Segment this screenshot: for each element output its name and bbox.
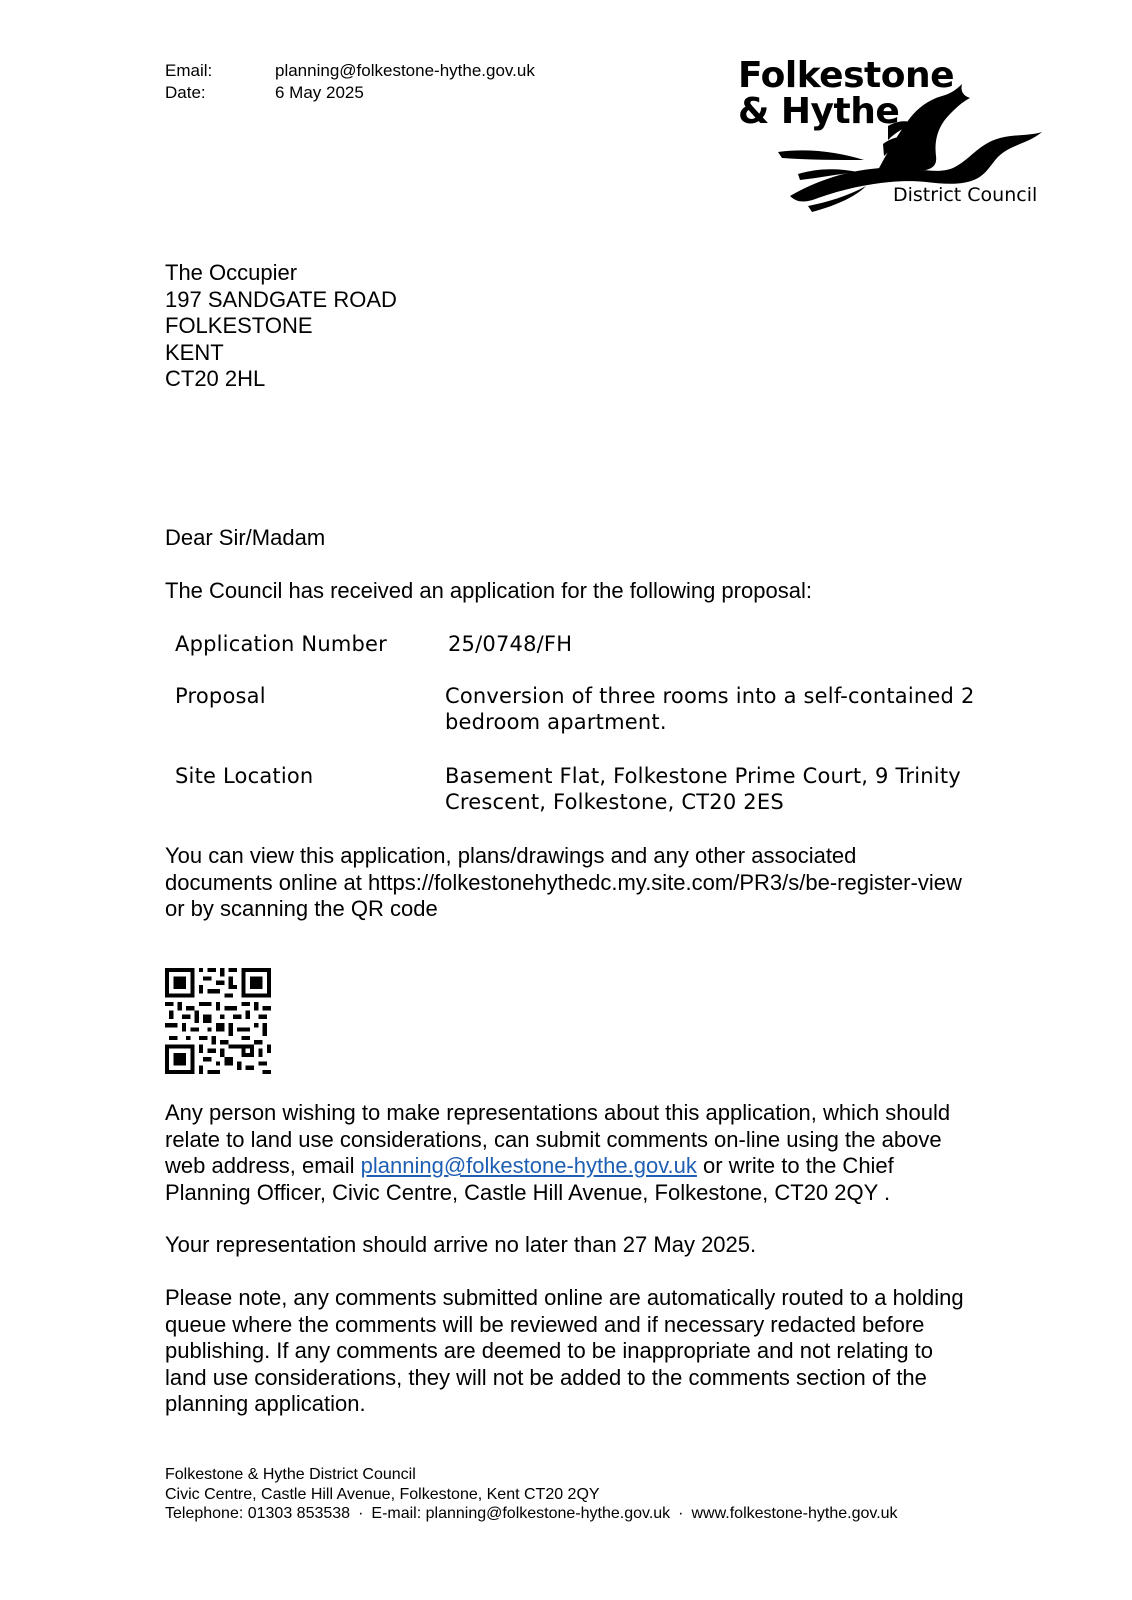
text-line: Any person wishing to make representations about this application, which should bbox=[165, 1100, 951, 1125]
text-line: documents online at https://folkestonehythedc.my.site.com/PR3/s/be-register-view bbox=[165, 869, 962, 895]
footer-separator: · bbox=[678, 1505, 684, 1522]
intro-text: The Council has received an application for the following proposal: bbox=[165, 578, 812, 603]
text-line: queue where the comments will be reviewed and if necessary redacted before bbox=[165, 1311, 925, 1337]
footer bbox=[165, 1465, 898, 1524]
representation-text bbox=[165, 1100, 1015, 1206]
proposal-label: Proposal bbox=[175, 684, 266, 708]
address-line: KENT bbox=[165, 339, 224, 365]
footer-org-name: Folkestone & Hythe District Council bbox=[165, 1466, 416, 1483]
planning-email-link[interactable]: planning@folkestone-hythe.gov.uk bbox=[360, 1153, 697, 1178]
email-label: Email: bbox=[165, 61, 213, 80]
text-line: land use considerations, they will not be added to the comments section of the bbox=[165, 1364, 927, 1390]
email-value: planning@folkestone-hythe.gov.uk bbox=[275, 61, 535, 80]
text-line: publishing. If any comments are deemed to be inappropriate and not relating to bbox=[165, 1338, 934, 1363]
address-line: CT20 2HL bbox=[165, 366, 266, 391]
footer-address: Civic Centre, Castle Hill Avenue, Folkestone, Kent CT20 2QY bbox=[165, 1485, 600, 1503]
deadline-text: Your representation should arrive no later than 27 May 2025. bbox=[165, 1232, 757, 1257]
logo-line-1: Folkestone bbox=[738, 55, 955, 96]
text-line: relate to land use considerations, can submit comments on-line using the above bbox=[165, 1126, 942, 1152]
footer-telephone: Telephone: 01303 853538 bbox=[165, 1505, 351, 1522]
text-line: planning application. bbox=[165, 1391, 366, 1416]
text-segment: web address, email bbox=[165, 1153, 361, 1178]
logo-line-2: & Hythe bbox=[738, 91, 900, 132]
footer-email: E-mail: planning@folkestone-hythe.gov.uk bbox=[371, 1505, 671, 1522]
text-line bbox=[165, 1153, 1015, 1180]
text-line: Please note, any comments submitted online are automatically routed to a holding bbox=[165, 1285, 964, 1310]
footer-website: www.folkestone-hythe.gov.uk bbox=[691, 1505, 898, 1522]
council-logo bbox=[738, 56, 1048, 216]
text-line: Planning Officer, Civic Centre, Castle Hill Avenue, Folkestone, CT20 2QY . bbox=[165, 1179, 891, 1205]
date-value: 6 May 2025 bbox=[275, 83, 364, 102]
date-label: Date: bbox=[165, 83, 206, 102]
address-line: The Occupier bbox=[165, 260, 298, 285]
site-location-value: Basement Flat, Folkestone Prime Court, 9 Trinity Crescent, Folkestone, CT20 2ES bbox=[445, 764, 961, 814]
date-row bbox=[165, 82, 364, 104]
footer-separator: · bbox=[358, 1505, 364, 1522]
address-line: 197 SANDGATE ROAD bbox=[165, 286, 397, 312]
text-segment: or write to the Chief bbox=[696, 1153, 894, 1178]
recipient-address bbox=[165, 260, 397, 393]
site-location-label: Site Location bbox=[175, 764, 314, 788]
view-application-text bbox=[165, 843, 1015, 923]
salutation: Dear Sir/Madam bbox=[165, 525, 326, 550]
address-line: FOLKESTONE bbox=[165, 313, 313, 338]
email-row bbox=[165, 60, 535, 82]
application-number-value: 25/0748/FH bbox=[448, 632, 573, 656]
application-number-label: Application Number bbox=[175, 632, 387, 656]
proposal-value: Conversion of three rooms into a self-contained 2 bedroom apartment. bbox=[445, 684, 975, 734]
logo-subtitle: District Council bbox=[893, 184, 1038, 206]
qr-code-icon[interactable] bbox=[165, 968, 271, 1074]
footer-contact bbox=[165, 1504, 898, 1524]
note-text bbox=[165, 1285, 1015, 1418]
text-line: or by scanning the QR code bbox=[165, 896, 438, 921]
text-line: You can view this application, plans/drawings and any other associated bbox=[165, 843, 857, 868]
